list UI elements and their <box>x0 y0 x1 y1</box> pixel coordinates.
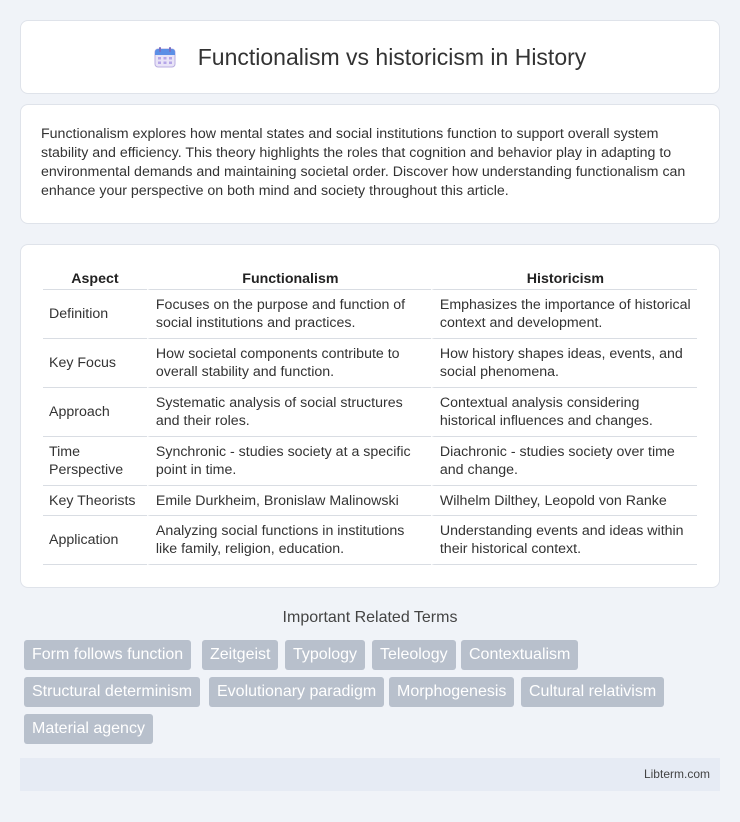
column-header: Functionalism <box>147 265 431 290</box>
table-cell-aspect: Key Focus <box>43 339 147 388</box>
footer <box>20 758 720 791</box>
table-cell-aspect: Application <box>43 516 147 565</box>
related-term-tag[interactable]: Form follows function <box>24 640 191 670</box>
table-cell-functionalism: Analyzing social functions in institutions like family, religion, education. <box>147 516 431 565</box>
comparison-card <box>20 244 720 588</box>
table-cell-aspect: Approach <box>43 388 147 437</box>
comparison-table <box>43 265 697 565</box>
table-row <box>43 437 697 486</box>
footer-site-link[interactable]: Libterm.com <box>643 767 710 781</box>
table-cell-functionalism: Systematic analysis of social structures and their roles. <box>147 388 431 437</box>
intro-text: Functionalism explores how mental states and social institutions function to support overall system stability and efficiency. This theory highlights the roles that cognition and behavior play in adapting to environmental demands and maintaining societal order. Discover how understanding functionalism can enhance your perspective on both mind and society throughout this article. <box>41 126 686 199</box>
table-cell-aspect: Time Perspective <box>43 437 147 486</box>
related-term-tag[interactable]: Evolutionary paradigm <box>209 677 384 707</box>
table-cell-functionalism: How societal components contribute to overall stability and function. <box>147 339 431 388</box>
table-cell-historicism: How history shapes ideas, events, and social phenomena. <box>431 339 697 388</box>
related-term-tag[interactable]: Contextualism <box>461 640 578 670</box>
page-title: Functionalism vs historicism in History <box>197 43 587 70</box>
intro-card <box>20 104 720 224</box>
related-terms-heading: Important Related Terms <box>282 609 458 626</box>
table-row <box>43 486 697 516</box>
table-cell-historicism: Contextual analysis considering historical influences and changes. <box>431 388 697 437</box>
table-cell-aspect: Key Theorists <box>43 486 147 516</box>
table-cell-historicism: Diachronic - studies society over time and change. <box>431 437 697 486</box>
table-cell-historicism: Understanding events and ideas within their historical context. <box>431 516 697 565</box>
table-cell-historicism: Emphasizes the importance of historical context and development. <box>431 290 697 339</box>
calendar-icon <box>154 46 176 68</box>
table-header-row <box>43 265 697 290</box>
column-header: Historicism <box>431 265 697 290</box>
column-header: Aspect <box>43 265 147 290</box>
related-term-tag[interactable]: Cultural relativism <box>521 677 664 707</box>
table-cell-functionalism: Focuses on the purpose and function of social institutions and practices. <box>147 290 431 339</box>
table-row <box>43 290 697 339</box>
table-row <box>43 388 697 437</box>
related-term-tag[interactable]: Typology <box>285 640 365 670</box>
related-term-tag[interactable]: Structural determinism <box>24 677 200 707</box>
table-row <box>43 339 697 388</box>
table-cell-functionalism: Synchronic - studies society at a specific point in time. <box>147 437 431 486</box>
table-row <box>43 516 697 565</box>
related-term-tag[interactable]: Zeitgeist <box>202 640 278 670</box>
header-card <box>20 20 720 94</box>
table-cell-functionalism: Emile Durkheim, Bronislaw Malinowski <box>147 486 431 516</box>
related-term-tag[interactable]: Morphogenesis <box>389 677 514 707</box>
related-term-tag[interactable]: Material agency <box>24 714 153 744</box>
related-term-tag[interactable]: Teleology <box>372 640 456 670</box>
table-cell-historicism: Wilhelm Dilthey, Leopold von Ranke <box>431 486 697 516</box>
table-cell-aspect: Definition <box>43 290 147 339</box>
